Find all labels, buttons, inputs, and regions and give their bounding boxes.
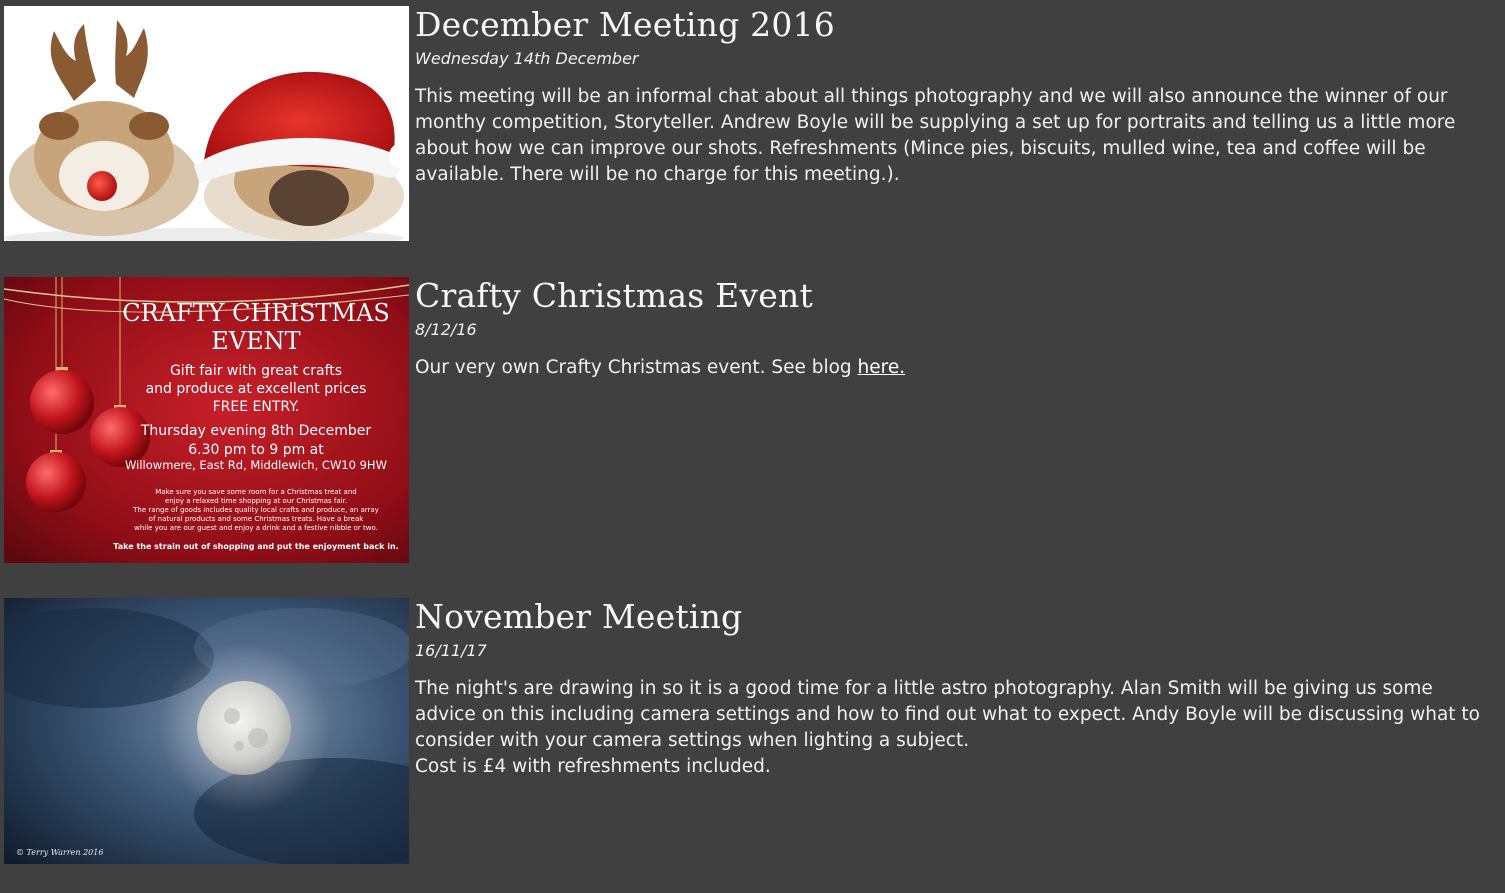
poster-line-2: and produce at excellent prices [145, 381, 367, 397]
poster-small-5: while you are our guest and enjoy a drink and a festive nibble or two. [134, 524, 378, 532]
description-prefix: Our very own Crafty Christmas event. See blog [415, 357, 858, 378]
poster-small-1: Make sure you save some room for a Christmas treat and [155, 488, 357, 496]
event-date: Wednesday 14th December [415, 49, 639, 68]
poster-line-4: Thursday evening 8th December [140, 423, 372, 439]
poster-line-3: FREE ENTRY. [212, 399, 300, 415]
photo-credit: © Terry Warren 2016 [16, 848, 104, 857]
poster-line-5: 6.30 pm to 9 pm at [188, 442, 324, 458]
poster-small-3: The range of goods includes quality local crafts and produce, an array [133, 506, 379, 514]
event-description [415, 355, 1485, 381]
event-title[interactable]: December Meeting 2016 [415, 5, 835, 44]
event-title[interactable]: November Meeting [415, 597, 743, 636]
poster-heading-2: EVENT [211, 327, 301, 355]
event-content [415, 277, 1485, 381]
bulldogs-christmas-image[interactable] [4, 6, 409, 241]
event-description-line-2: Cost is £4 with refreshments included. [415, 756, 771, 777]
event-description [415, 84, 1485, 188]
event-description-line-1: The night's are drawing in so it is a good time for a little astro photography. Alan Smith will be giving us some advice on this including camera settings and how to find out what to expect. Andy Boyle will be discussing what to consider with your camera settings when lighting a subject. [415, 678, 1480, 751]
event-date: 8/12/16 [415, 320, 477, 339]
poster-heading-1: CRAFTY CHRISTMAS [122, 299, 390, 327]
event-title[interactable]: Crafty Christmas Event [415, 276, 813, 315]
event-content [415, 6, 1485, 188]
event-content [415, 598, 1485, 780]
event-date: 16/11/17 [415, 641, 487, 660]
event-description-text: This meeting will be an informal chat about all things photography and we will also announce the winner of our monthy competition, Storyteller. Andrew Boyle will be supplying a set up for portraits and telling us a little more about how we can improve our shots. Refreshments (Mince pies, biscuits, mulled wine, tea and coffee will be available. There will be no charge for this meeting.). [415, 86, 1456, 185]
event-november-meeting [4, 598, 1494, 864]
event-crafty-christmas [4, 277, 1494, 564]
poster-line-6: Willowmere, East Rd, Middlewich, CW10 9HW [125, 458, 387, 472]
poster-line-1: Gift fair with great crafts [169, 363, 343, 379]
poster-small-4: of natural products and some Christmas treats. Have a break [148, 515, 364, 523]
poster-small-2: enjoy a relaxed time shopping at our Christmas fair. [164, 497, 348, 505]
event-description [415, 676, 1485, 780]
full-moon-image[interactable] [4, 598, 409, 864]
event-description-text [415, 355, 1485, 381]
crafty-christmas-poster[interactable] [4, 277, 409, 563]
event-december-meeting [4, 6, 1494, 242]
poster-tagline: Take the strain out of shopping and put the enjoyment back in. [113, 542, 399, 551]
blog-link[interactable]: here. [857, 357, 906, 378]
